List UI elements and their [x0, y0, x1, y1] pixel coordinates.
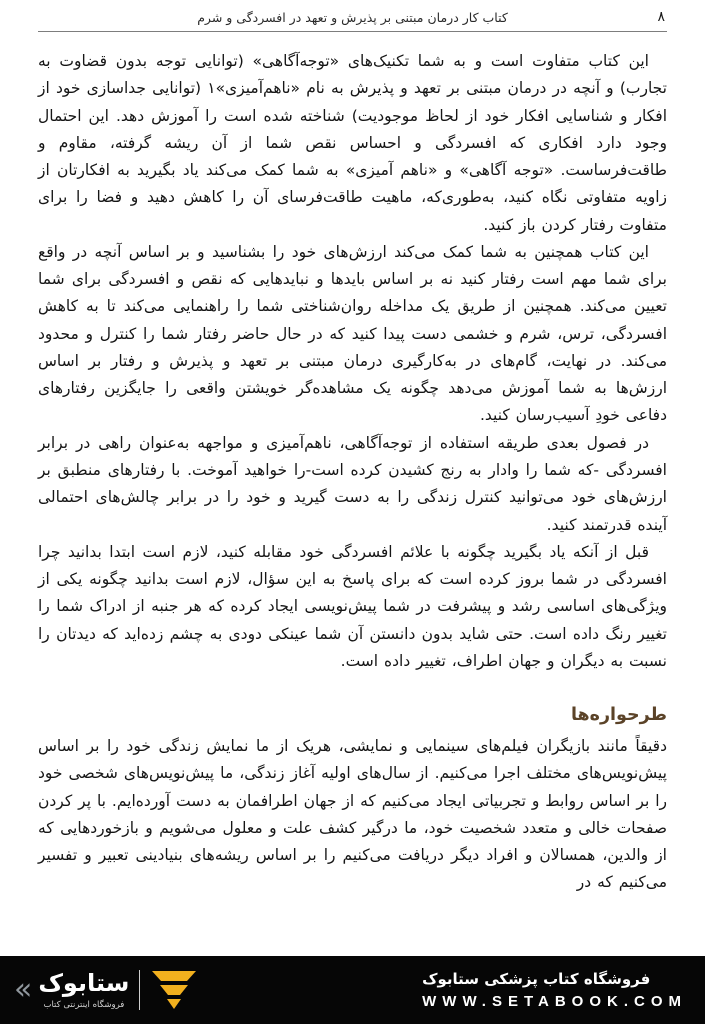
- running-head-title: کتاب کار درمان مبتنی بر پذیرش و تعهد در افسردگی و شرم: [197, 10, 508, 25]
- store-title: فروشگاه کتاب پزشکی ستابوک: [422, 970, 651, 988]
- setabook-logo-icon: [150, 968, 198, 1012]
- header-rule: [38, 31, 667, 32]
- brand-text-block: [38, 970, 129, 1009]
- section-heading: طرحواره‌ها: [570, 705, 667, 726]
- store-website-url: WWW.SETABOOK.COM: [422, 993, 687, 1010]
- double-chevron-left-icon: «: [14, 972, 33, 1007]
- body-paragraph: در فصول بعدی طریقه استفاده از توجه‌آگاهی، ناهم‌آمیزی و مواجهه به‌عنوان راهی در برابر افسردگی -که شما را وادار به رنج کشیدن کرده است-را خواهید آموخت. با رفتارهای منطبق بر ارزش‌های خود می‌توانید کنترل زندگی را به دست گیرید و خود را در برابر چالش‌های احتمالی آینده قدرتمند کنید.: [38, 433, 667, 534]
- section-paragraph: دقیقاً مانند بازیگران فیلم‌های سینمایی و نمایشی، هریک از ما نمایش زندگی خود را بر اساس پیش‌نویس‌های مختلف اجرا می‌کنیم. از سال‌های اولیه آغاز زندگی، ما پیش‌نویس‌های شخصی خود را بر اساس روابط و تجربیاتی ایجاد می‌کنیم که از جهان اطرافمان به دست آورده‌ایم. با پر کردن صفحات خالی و متعدد شخصیت خود، ما درگیر کشف علت و معلول می‌شویم و بازخوردهایی که از والدین، همسالان و افراد دیگر دریافت می‌کنیم را بر اساس ریشه‌های بنیادینی تعبیر و تفسیر می‌کنیم که در: [38, 737, 667, 892]
- brand-divider: [139, 970, 140, 1010]
- publisher-footer-bar: [0, 956, 705, 1024]
- page-number: ۸: [657, 9, 665, 25]
- brand-wordmark: ستابوک: [38, 969, 130, 998]
- setabook-brand-lockup: [14, 968, 198, 1012]
- brand-tagline: فروشگاه اینترنتی کتاب: [43, 999, 125, 1010]
- body-paragraph: این کتاب همچنین به شما کمک می‌کند ارزش‌های خود را بشناسید و بر اساس آنچه در واقع برای شما مهم است رفتار کنید نه بر اساس بایدها و نبایدهایی که نقص و افسردگی برای شما تعیین می‌کند. همچنین از طریق یک مداخله روان‌شناختی شما را راهنمایی می‌کند تا به کاهش افسردگی، ترس، شرم و خشمی دست پیدا کنید که در حال حاضر رفتار شما را کنترل و محدود می‌کند. در نهایت، گام‌های در به‌کارگیری درمان مبتنی بر تعهد و پذیرش و رفتار بر اساس ارزش‌ها به شما آموزش می‌دهد چگونه یک مشاهده‌گر خویشتن واقعی را جایگزین رفتارهای دفاعی خودِ آسیب‌رسان کنید.: [38, 242, 667, 425]
- body-paragraph: قبل از آنکه یاد بگیرید چگونه با علائم افسردگی خود مقابله کنید، لازم است ابتدا بدانید چرا افسردگی در شما بروز کرده است که برای پاسخ به این سؤال، لازم است بدانید چگونه یکی از ویژگی‌های اساسی رشد و پیشرفت در شما پیش‌نویسی ایجاد کرده که هر جنبه از ادراک شما را تغییر رنگ داده است. حتی شاید بدون دانستن آن شما عینکی دودی به چشم زده‌اید که دیدتان را نسبت به دیگران و جهان اطراف، تغییر داده است.: [38, 542, 667, 670]
- body-paragraph: این کتاب متفاوت است و به شما تکنیک‌های «توجه‌آگاهی» (توانایی توجه بدون قضاوت به تجارب) و آنچه در درمان مبتنی بر تعهد و پذیرش به نام «ناهم‌آمیزی»۱ (توانایی جداسازی خود از افکار و شناسایی افکار خود از لحاظ موجودیت) شناخته شده است را آموزش دهد. این احتمال وجود دارد افکاری که افسردگی و احساس نقص شما از آن ریشه گرفته، مقاوم و طاقت‌فرساست. «توجه آگاهی» و «ناهم آمیزی» به شما کمک می‌کند یاد بگیرید به افکارتان از زاویه متفاوتی نگاه کنید، به‌طوری‌که، ماهیت طاقت‌فرسای آن را کاهش دهید و فضا را برای متفاوت رفتار کردن باز کنید.: [38, 52, 667, 234]
- page-body: [0, 32, 705, 950]
- page-header: [0, 0, 705, 32]
- store-info-block: [422, 970, 687, 1010]
